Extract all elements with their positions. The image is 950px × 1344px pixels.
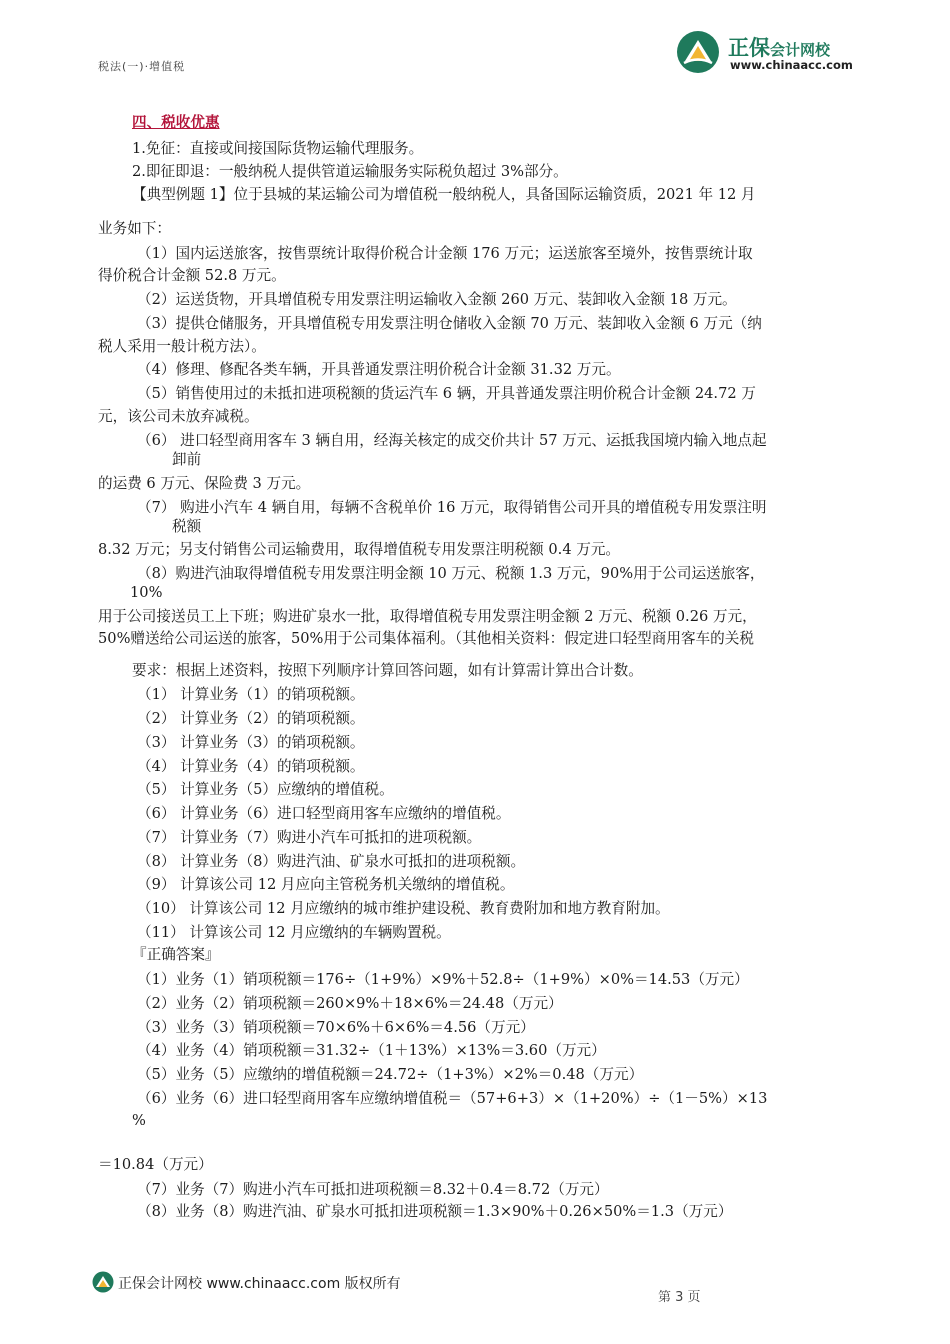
answer-item: （2）业务（2）销项税额＝260×9%＋18×6%＝24.48（万元） [137,995,563,1012]
requirement-item: （7） 计算业务（7）购进小汽车可抵扣的进项税额。 [137,829,482,846]
example-line: 税额 [172,518,202,535]
example-line: （3）提供仓储服务，开具增值税专用发票注明仓储收入金额 70 万元、装卸收入金额 6 万元（纳 [137,315,762,332]
requirement-item: （10） 计算该公司 12 月应缴纳的城市维护建设税、教育费附加和地方教育附加。 [137,900,670,917]
example-title-cut: 【典型例题 1】位于县城的某运输公司为增值税一般纳税人，具备国际运输资质，2021 年 12 月 [132,186,756,203]
example-line: 的运费 6 万元、保险费 3 万元。 [98,475,311,492]
requirement-item: （1） 计算业务（1）的销项税额。 [137,686,365,703]
example-line: （1）国内运送旅客，按售票统计取得价税合计金额 176 万元；运送旅客至境外，按售票统计取 [137,245,753,262]
requirement-item: （4） 计算业务（4）的销项税额。 [137,758,365,775]
answer-item-cut: （8）业务（8）购进汽油、矿泉水可抵扣进项税额＝1.3×90%＋0.26×50%＝1.3（万元） [137,1203,733,1220]
answer-item: （5）业务（5）应缴纳的增值税额＝24.72÷（1+3%）×2%＝0.48（万元） [137,1066,644,1083]
page-footer [92,1270,692,1294]
example-line: （8）购进汽油取得增值税专用发票注明金额 10 万元、税额 1.3 万元，90%用于公司运送旅客， [137,565,765,582]
logo-title-main: 正保 [728,36,770,60]
answer-item: （6）业务（6）进口轻型商用客车应缴纳增值税＝（57+6+3）×（1+20%）÷（1－5%）×13 [137,1090,768,1107]
requirement-item: （11） 计算该公司 12 月应缴纳的车辆购置税。 [137,924,451,941]
example-line-cut: 50%赠送给公司运送的旅客，50%用于公司集体福利。（其他相关资料：假定进口轻型商用客车的关税 [98,630,754,647]
example-line: 卸前 [172,451,202,468]
example-line: （2）运送货物，开具增值税专用发票注明运输收入金额 260 万元、装卸收入金额 18 万元。 [137,291,737,308]
example-line: 8.32 万元；另支付销售公司运输费用，取得增值税专用发票注明税额 0.4 万元。 [98,541,621,558]
requirements-intro: 要求：根据上述资料，按照下列顺序计算回答问题，如有计算需计算出合计数。 [132,662,643,679]
section-item: 1.免征：直接或间接国际货物运输代理服务。 [132,140,424,157]
footer-logo-icon [92,1271,114,1293]
example-line: 得价税合计金额 52.8 万元。 [98,267,286,284]
requirement-item: （5） 计算业务（5）应缴纳的增值税。 [137,781,394,798]
example-line: （4）修理、修配各类车辆，开具普通发票注明价税合计金额 31.32 万元。 [137,361,621,378]
example-line: 用于公司接送员工上下班；购进矿泉水一批，取得增值税专用发票注明金额 2 万元、税额 0.26 万元， [98,608,757,625]
requirement-item: （6） 计算业务（6）进口轻型商用客车应缴纳的增值税。 [137,805,511,822]
example-line: （6） 进口轻型商用客车 3 辆自用，经海关核定的成交价共计 57 万元、运抵我国境内输入地点起 [137,432,767,449]
example-line: 业务如下： [98,220,171,237]
footer-copyright: 正保会计网校 www.chinaacc.com 版权所有 [118,1276,401,1292]
requirement-item: （9） 计算该公司 12 月应向主管税务机关缴纳的增值税。 [137,876,515,893]
logo-emblem-icon [676,30,720,74]
answer-title: 『正确答案』 [132,946,220,963]
example-line: 10% [130,584,163,601]
page-number: 第 3 页 [658,1290,701,1305]
header-running-title: 税法(一)·增值税 [98,60,186,73]
requirement-item: （2） 计算业务（2）的销项税额。 [137,710,365,727]
example-line: （5）销售使用过的未抵扣进项税额的货运汽车 6 辆，开具普通发票注明价税合计金额 24.72 万 [137,385,756,402]
answer-item: （4）业务（4）销项税额＝31.32÷（1＋13%）×13%＝3.60（万元） [137,1042,606,1059]
answer-item: ＝10.84（万元） [98,1156,213,1173]
section-title: 四、税收优惠 [132,114,220,131]
example-line: 税人采用一般计税方法）。 [98,338,266,355]
answer-item: % [132,1112,146,1129]
requirement-item: （8） 计算业务（8）购进汽油、矿泉水可抵扣的进项税额。 [137,853,526,870]
logo-url: www.chinaacc.com [730,58,853,72]
brand-logo[interactable] [676,30,876,76]
answer-item: （3）业务（3）销项税额＝70×6%＋6×6%＝4.56（万元） [137,1019,535,1036]
logo-title-sub: 会计网校 [770,41,831,59]
answer-item: （7）业务（7）购进小汽车可抵扣进项税额＝8.32＋0.4＝8.72（万元） [137,1181,609,1198]
example-line: 元，该公司未放弃减税。 [98,408,259,425]
example-line: （7） 购进小汽车 4 辆自用，每辆不含税单价 16 万元，取得销售公司开具的增值税专用发票注明 [137,499,767,516]
requirement-item: （3） 计算业务（3）的销项税额。 [137,734,365,751]
answer-item: （1）业务（1）销项税额＝176÷（1+9%）×9%＋52.8÷（1+9%）×0%＝14.53（万元） [137,971,749,988]
section-item: 2.即征即退：一般纳税人提供管道运输服务实际税负超过 3%部分。 [132,163,568,180]
